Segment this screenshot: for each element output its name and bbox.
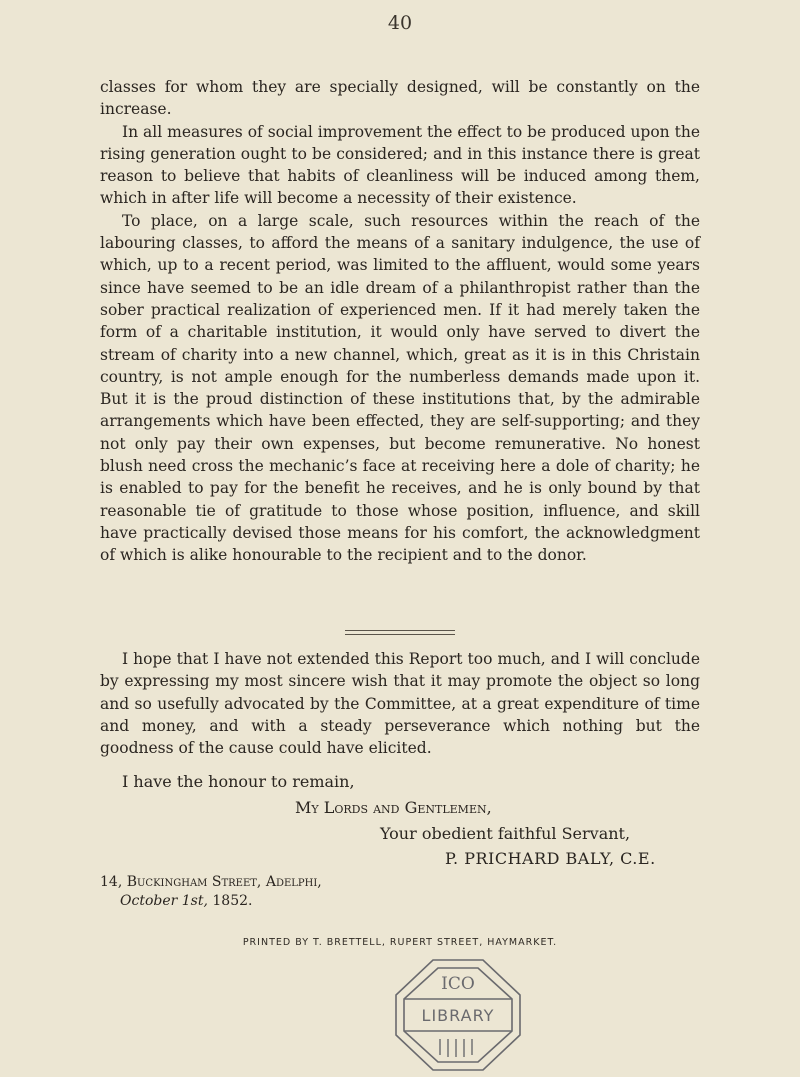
- paragraph: classes for whom they are specially designed, will be constantly on the increase.: [100, 78, 700, 119]
- address: 14, Buckingham Street, Adelphi,: [100, 874, 322, 890]
- closing-line: Your obedient faithful Servant,: [380, 824, 631, 843]
- section-divider: [345, 630, 455, 635]
- date-line: [120, 893, 252, 909]
- stamp-top-text: ICO: [441, 974, 475, 994]
- date-day: October 1st,: [120, 893, 208, 909]
- page-number: 40: [387, 12, 413, 34]
- paragraph: To place, on a large scale, such resources within the reach of the labouring classes, to afford the means of a sanitary indulgence, the use of which, up to a recent period, was limited to the affluent, would some years since have seemed to be an idle dream of a philanthropist rather than the sober practical realization of experienced men. If it had merely taken the form of a charitable institution, it would only have served to divert the stream of charity into a new channel, which, great as it is in this Christain country, is not ample enough for the numberless demands made upon it. But it is the proud distinction of these institutions that, by the admirable arrangements which have been effected, they are self-supporting; and they not only pay their own expenses, but become remunerative. No honest blush need cross the mechanic’s face at receiving here a dole of charity; he is enabled to pay for the benefit he receives, and he is only bound by that reasonable tie of gratitude to those whose position, influence, and skill have practically devised those means for his comfort, the acknowledgment of which is alike honourable to the recipient and to the donor.: [100, 211, 700, 565]
- salutation: I have the honour to remain,: [122, 772, 355, 791]
- stamp-center-text: LIBRARY: [421, 1006, 495, 1025]
- closing-paragraph: I hope that I have not extended this Report too much, and I will conclude by expressing my most sincere wish that it may promote the object so long and so usefully advocated by the Committee, at a great expenditure of time and money, and with a steady perseverance which nothing but the goodness of the cause could have elicited.: [100, 650, 700, 758]
- library-stamp-icon: [388, 955, 528, 1075]
- signature: P. PRICHARD BALY, C.E.: [445, 849, 656, 868]
- date-year: 1852.: [212, 893, 253, 909]
- paragraph: In all measures of social improvement the effect to be produced upon the rising generation ought to be considered; and in this instance there is great reason to believe that habits of cleanliness will be induced among them, which in after life will become a necessity of their existence.: [100, 122, 700, 208]
- printer-imprint: PRINTED BY T. BRETTELL, RUPERT STREET, HAYMARKET.: [242, 937, 558, 948]
- closing-paragraph-block: [100, 648, 700, 759]
- honorific: My Lords and Gentlemen,: [295, 798, 492, 817]
- body-text: [100, 76, 700, 567]
